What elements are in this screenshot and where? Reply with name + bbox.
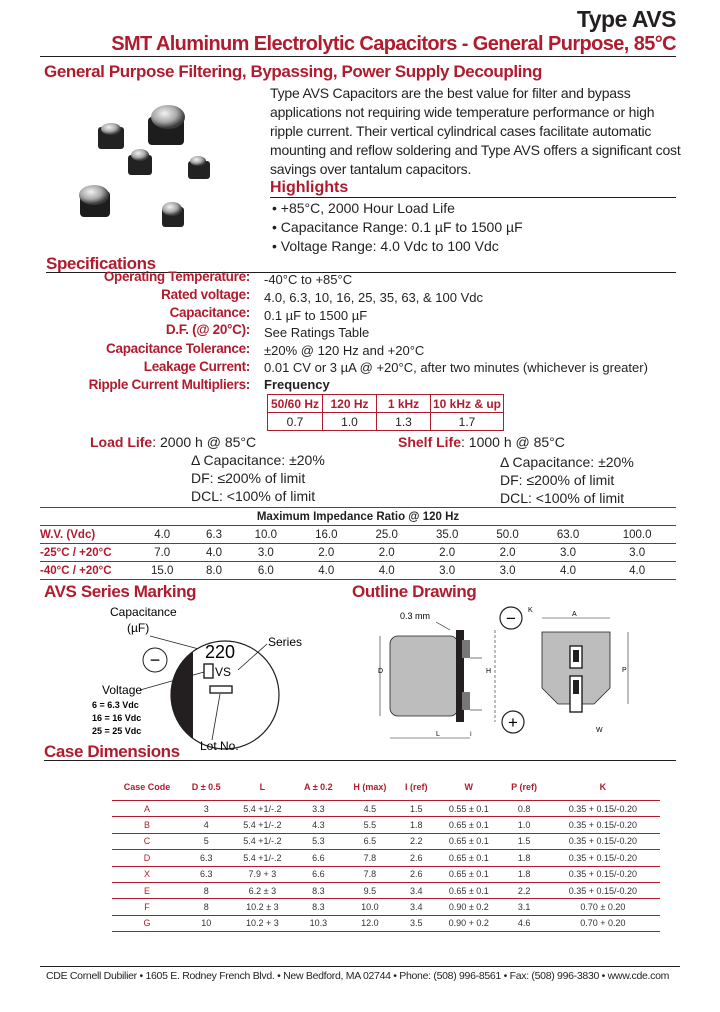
impedance-cell: 4.0 xyxy=(598,562,676,580)
divider xyxy=(40,966,680,967)
case-cell: 0.55 ± 0.1 xyxy=(435,801,502,817)
outline-gap-label: 0.3 mm xyxy=(400,611,431,621)
intro-text: Type AVS Capacitors are the best value for filter and bypass applications not requiring wide temperature performance or high ripple current. Their vertical cylindrical cases facilitate automatic mounting and reflow soldering and Type AVS offers a significant cost savings over tantalum capacitors. xyxy=(270,85,681,177)
impedance-cell: 4.0 xyxy=(357,562,417,580)
case-cell: 1.8 xyxy=(397,817,435,833)
case-cell: 3.5 xyxy=(397,915,435,931)
case-cell: 8 xyxy=(182,899,230,915)
dim-a: A xyxy=(572,611,577,618)
case-cell: 4.3 xyxy=(294,817,342,833)
case-code: F xyxy=(112,899,182,915)
doc-subtitle: General Purpose Filtering, Bypassing, Power Supply Decoupling xyxy=(44,62,542,81)
ripple-table xyxy=(267,394,504,431)
ripple-header: 50/60 Hz xyxy=(268,395,323,413)
case-cell: 7.8 xyxy=(342,850,397,866)
dim-h: H xyxy=(486,668,492,675)
impedance-cell: 2.0 xyxy=(357,544,417,562)
marking-title: AVS Series Marking xyxy=(44,582,197,601)
capacitor-part xyxy=(79,185,110,217)
case-row xyxy=(112,882,660,898)
case-cell: 0.35 + 0.15/-0.20 xyxy=(546,882,660,898)
spec-label: Operating Temperature: xyxy=(103,269,250,284)
impedance-cell: 3.0 xyxy=(538,544,598,562)
impedance-cell: 100.0 xyxy=(598,526,676,544)
divider xyxy=(40,56,676,57)
case-header: L xyxy=(230,774,294,801)
impedance-cell: 4.0 xyxy=(132,526,192,544)
doc-type: Type AVS xyxy=(576,6,676,32)
capacitor-part xyxy=(188,156,210,179)
case-cell: 0.90 + 0.2 xyxy=(435,915,502,931)
case-cell: 3.4 xyxy=(397,899,435,915)
capacitor-part xyxy=(98,123,124,149)
case-code: B xyxy=(112,817,182,833)
impedance-cell: 3.0 xyxy=(477,562,537,580)
case-cell: 12.0 xyxy=(342,915,397,931)
voltage-code: 25 = 25 Vdc xyxy=(92,726,142,736)
shelf-life: Shelf Life: 1000 h @ 85°C xyxy=(398,434,565,450)
cases-title: Case Dimensions xyxy=(44,742,180,761)
case-cell: 4 xyxy=(182,817,230,833)
case-cell: 2.2 xyxy=(502,882,545,898)
case-cell: 7.9 + 3 xyxy=(230,866,294,882)
dim-k: K xyxy=(528,607,533,614)
spec-label: Capacitance: xyxy=(169,305,250,320)
spec-label: Leakage Current: xyxy=(143,359,250,374)
marking-lot-label: Lot No. xyxy=(200,739,239,753)
impedance-table xyxy=(40,507,676,580)
impedance-row-label: -40°C / +20°C xyxy=(40,562,132,580)
spec-value: 4.0, 6.3, 10, 16, 25, 35, 63, & 100 Vdc xyxy=(264,290,483,305)
impedance-cell: 4.0 xyxy=(192,544,235,562)
impedance-title: Maximum Impedance Ratio @ 120 Hz xyxy=(40,508,676,526)
marking-value: 220 xyxy=(205,642,236,662)
case-cell: 10.0 xyxy=(342,899,397,915)
voltage-code: 16 = 16 Vdc xyxy=(92,713,142,723)
capacitor-part xyxy=(128,149,152,175)
case-code: D xyxy=(112,850,182,866)
case-cell: 9.5 xyxy=(342,882,397,898)
impedance-cell: 2.0 xyxy=(296,544,356,562)
case-code: E xyxy=(112,882,182,898)
outline-diagram xyxy=(370,600,650,750)
impedance-cell: 6.0 xyxy=(236,562,296,580)
case-cell: 8 xyxy=(182,882,230,898)
ripple-value: 0.7 xyxy=(268,413,323,431)
spec-label: Rated voltage: xyxy=(161,287,250,302)
ripple-value: 1.3 xyxy=(377,413,431,431)
case-cell: 0.70 ± 0.20 xyxy=(546,899,660,915)
specs-title: Specifications xyxy=(46,254,156,273)
impedance-cell: 10.0 xyxy=(236,526,296,544)
case-code: A xyxy=(112,801,182,817)
impedance-cell: 25.0 xyxy=(357,526,417,544)
spec-label: Capacitance Tolerance: xyxy=(106,341,250,356)
case-cell: 4.5 xyxy=(342,801,397,817)
spec-label: D.F. (@ 20°C): xyxy=(165,322,250,337)
impedance-cell: 3.0 xyxy=(417,562,477,580)
case-cell: 6.6 xyxy=(294,850,342,866)
case-cell: 10.3 xyxy=(294,915,342,931)
outline-minus: − xyxy=(506,609,516,628)
case-cell: 10 xyxy=(182,915,230,931)
case-cell: 2.6 xyxy=(397,866,435,882)
doc-title: SMT Aluminum Electrolytic Capacitors - General Purpose, 85°C xyxy=(111,33,676,55)
case-row xyxy=(112,817,660,833)
highlight-item: • Voltage Range: 4.0 Vdc to 100 Vdc xyxy=(272,238,499,254)
case-cell: 1.5 xyxy=(397,801,435,817)
load-life-details: Δ Capacitance: ±20% DF: ≤200% of limit DCL: <100% of limit xyxy=(191,452,325,504)
capacitor-part xyxy=(162,202,184,227)
capacitor-side-view xyxy=(390,636,458,716)
divider xyxy=(270,197,676,198)
impedance-cell: 8.0 xyxy=(192,562,235,580)
highlights-title: Highlights xyxy=(270,179,349,196)
impedance-cell: 4.0 xyxy=(296,562,356,580)
dim-p: P xyxy=(622,667,627,674)
case-cell: 3 xyxy=(182,801,230,817)
case-header: A ± 0.2 xyxy=(294,774,342,801)
case-cell: 0.70 + 0.20 xyxy=(546,915,660,931)
case-header: H (max) xyxy=(342,774,397,801)
spec-value: ±20% @ 120 Hz and +20°C xyxy=(264,343,425,358)
impedance-cell: 2.0 xyxy=(477,544,537,562)
spec-value: 0.1 µF to 1500 µF xyxy=(264,308,368,323)
case-header: Case Code xyxy=(112,774,182,801)
ripple-header: 1 kHz xyxy=(377,395,431,413)
load-life: Load Life: 2000 h @ 85°C xyxy=(90,434,257,450)
case-cell: 2.6 xyxy=(397,850,435,866)
case-cell: 3.1 xyxy=(502,899,545,915)
ripple-value: 1.0 xyxy=(323,413,377,431)
dim-l: L xyxy=(436,731,440,738)
case-row xyxy=(112,801,660,817)
case-code: X xyxy=(112,866,182,882)
case-cell: 8.3 xyxy=(294,882,342,898)
case-header: P (ref) xyxy=(502,774,545,801)
impedance-cell: 2.0 xyxy=(417,544,477,562)
case-cell: 0.65 ± 0.1 xyxy=(435,817,502,833)
impedance-cell: 3.0 xyxy=(236,544,296,562)
case-cell: 1.8 xyxy=(502,850,545,866)
case-cell: 5 xyxy=(182,833,230,849)
footer-contact: CDE Cornell Dubilier • 1605 E. Rodney French Blvd. • New Bedford, MA 02744 • Phone: (508) 996-8561 • Fax: (508) 996-3830 • www.cde.com xyxy=(46,970,670,982)
case-header: W xyxy=(435,774,502,801)
marking-vs: VS xyxy=(215,665,232,679)
impedance-cell: 50.0 xyxy=(477,526,537,544)
case-row xyxy=(112,915,660,931)
dim-d: D xyxy=(378,668,384,675)
case-row xyxy=(112,833,660,849)
impedance-cell: 7.0 xyxy=(132,544,192,562)
ripple-header: 120 Hz xyxy=(323,395,377,413)
case-cell: 3.4 xyxy=(397,882,435,898)
case-cell: 1.5 xyxy=(502,833,545,849)
outline-plus: + xyxy=(508,713,518,732)
case-cell: 4.6 xyxy=(502,915,545,931)
impedance-cell: 15.0 xyxy=(132,562,192,580)
spec-value: 0.01 CV or 3 µA @ +20°C, after two minutes (whichever is greater) xyxy=(264,360,648,375)
impedance-cell: 3.0 xyxy=(598,544,676,562)
impedance-cell: 16.0 xyxy=(296,526,356,544)
shelf-life-details: Δ Capacitance: ±20% DF: ≤200% of limit DCL: <100% of limit xyxy=(500,454,634,506)
case-cell: 5.5 xyxy=(342,817,397,833)
case-cell: 6.2 ± 3 xyxy=(230,882,294,898)
case-cell: 1.0 xyxy=(502,817,545,833)
spec-label: Ripple Current Multipliers: xyxy=(88,377,250,392)
impedance-cell: 63.0 xyxy=(538,526,598,544)
case-cell: 5.4 +1/-.2 xyxy=(230,850,294,866)
impedance-row-label: -25°C / +20°C xyxy=(40,544,132,562)
spec-value: See Ratings Table xyxy=(264,325,370,340)
impedance-cell: 4.0 xyxy=(538,562,598,580)
case-cell: 10.2 + 3 xyxy=(230,915,294,931)
case-cell: 6.3 xyxy=(182,850,230,866)
dim-i: I xyxy=(470,732,472,738)
frequency-label: Frequency xyxy=(264,377,330,392)
marking-voltage-label: Voltage xyxy=(102,683,143,697)
spec-value: -40°C to +85°C xyxy=(264,272,353,287)
case-dimensions-table xyxy=(112,774,660,932)
marking-capacitance-label: Capacitance xyxy=(110,605,177,619)
case-cell: 5.3 xyxy=(294,833,342,849)
marking-minus: − xyxy=(149,650,161,670)
case-header: K xyxy=(546,774,660,801)
highlight-item: • Capacitance Range: 0.1 µF to 1500 µF xyxy=(272,219,523,235)
case-code: C xyxy=(112,833,182,849)
case-cell: 6.6 xyxy=(294,866,342,882)
voltage-code: 6 = 6.3 Vdc xyxy=(92,700,139,710)
case-cell: 0.8 xyxy=(502,801,545,817)
case-cell: 0.35 + 0.15/-0.20 xyxy=(546,817,660,833)
case-cell: 6.5 xyxy=(342,833,397,849)
case-cell: 0.35 + 0.15/-0.20 xyxy=(546,833,660,849)
impedance-cell: 6.3 xyxy=(192,526,235,544)
case-cell: 6.3 xyxy=(182,866,230,882)
case-header: I (ref) xyxy=(397,774,435,801)
divider xyxy=(44,760,676,761)
marking-cap-unit: (µF) xyxy=(127,621,150,635)
impedance-cell: 35.0 xyxy=(417,526,477,544)
case-header: D ± 0.5 xyxy=(182,774,230,801)
marking-series-label: Series xyxy=(268,635,303,649)
case-cell: 10.2 ± 3 xyxy=(230,899,294,915)
highlight-item: • +85°C, 2000 Hour Load Life xyxy=(272,200,455,216)
dim-w: W xyxy=(596,727,603,734)
capacitor-part xyxy=(148,105,185,145)
case-cell: 0.65 ± 0.1 xyxy=(435,833,502,849)
marking-diagram xyxy=(40,600,320,760)
case-cell: 5.4 +1/-.2 xyxy=(230,801,294,817)
ripple-value: 1.7 xyxy=(431,413,504,431)
highlights-list xyxy=(272,199,523,256)
case-cell: 2.2 xyxy=(397,833,435,849)
case-cell: 0.35 + 0.15/-0.20 xyxy=(546,866,660,882)
case-cell: 0.35 + 0.15/-0.20 xyxy=(546,850,660,866)
outline-title: Outline Drawing xyxy=(352,582,477,601)
case-cell: 0.65 ± 0.1 xyxy=(435,882,502,898)
case-cell: 0.90 ± 0.2 xyxy=(435,899,502,915)
impedance-row-label: W.V. (Vdc) xyxy=(40,526,132,544)
case-row xyxy=(112,850,660,866)
case-cell: 0.65 ± 0.1 xyxy=(435,850,502,866)
case-cell: 5.4 +1/-.2 xyxy=(230,817,294,833)
case-cell: 5.4 +1/-.2 xyxy=(230,833,294,849)
case-cell: 0.65 ± 0.1 xyxy=(435,866,502,882)
case-cell: 1.8 xyxy=(502,866,545,882)
capacitor-photo xyxy=(70,95,250,245)
case-cell: 8.3 xyxy=(294,899,342,915)
ripple-header: 10 kHz & up xyxy=(431,395,504,413)
case-cell: 7.8 xyxy=(342,866,397,882)
case-cell: 0.35 + 0.15/-0.20 xyxy=(546,801,660,817)
case-code: G xyxy=(112,915,182,931)
case-row xyxy=(112,899,660,915)
case-row xyxy=(112,866,660,882)
case-cell: 3.3 xyxy=(294,801,342,817)
